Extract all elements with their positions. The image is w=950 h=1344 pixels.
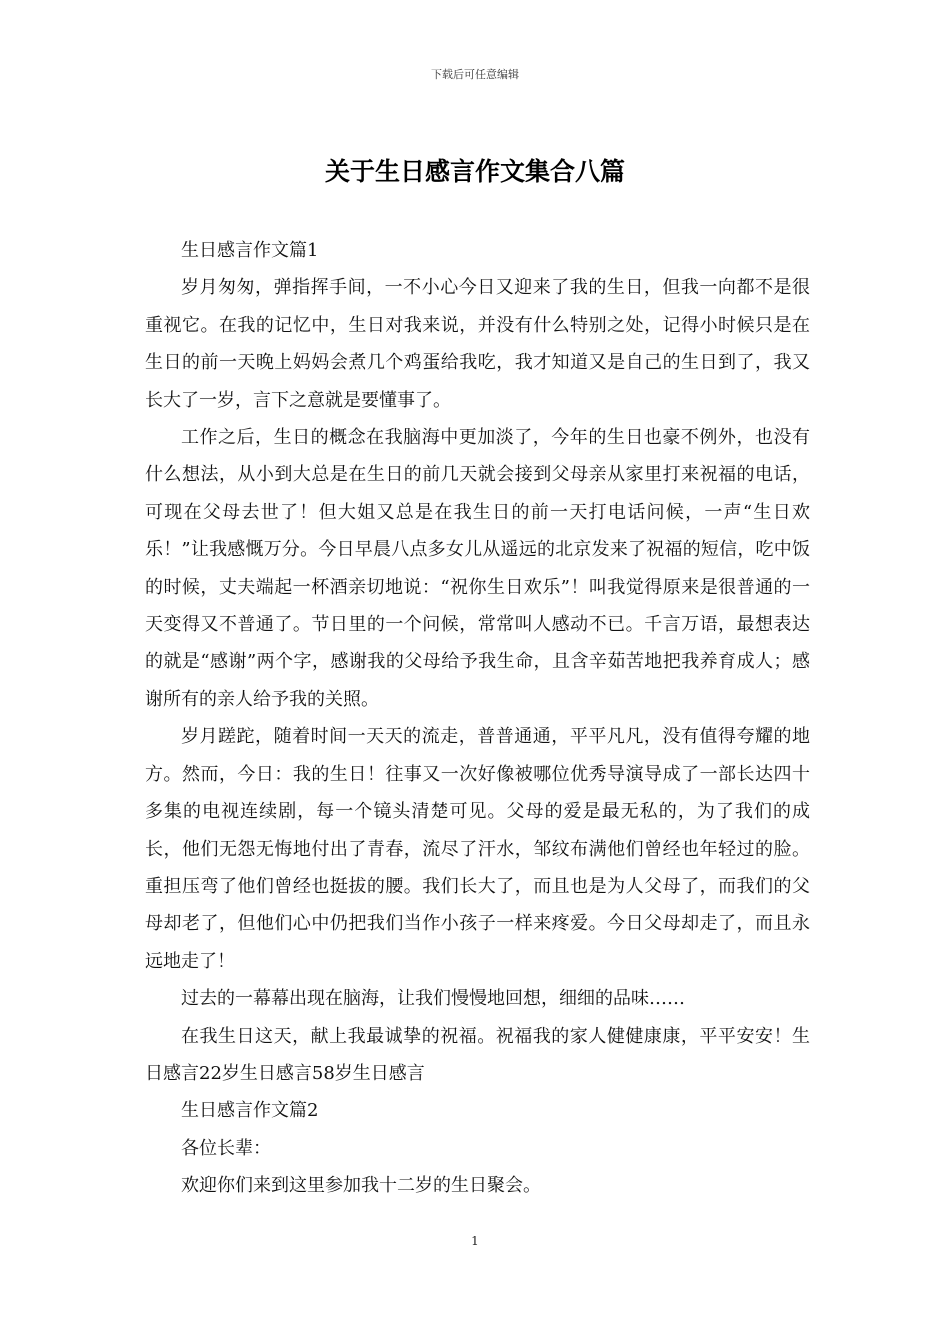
page-number: 1 (471, 1234, 479, 1248)
paragraph: 岁月蹉跎，随着时间一天天的流走，普普通通，平平凡凡，没有值得夸耀的地方。然而，今日：我的生日！往事又一次好像被哪位优秀导演导成了一部长达四十多集的电视连续剧，每一个镜头清楚可见。父母的爱是最无私的，为了我们的成长，他们无怨无悔地付出了青春，流尽了汗水，邹纹布满他们曾经也年轻过的脸。重担压弯了他们曾经也挺拔的腰。我们长大了，而且也是为人父母了，而我们的父母却老了，但他们心中仍把我们当作小孩子一样来疼爱。今日父母却走了，而且永远地走了！ (145, 726, 810, 972)
header-note: 下载后可任意编辑 (431, 68, 519, 81)
section-heading: 生日感言作文篇2 (181, 1100, 319, 1122)
document-body (145, 232, 810, 1205)
paragraph: 在我生日这天，献上我最诚挚的祝福。祝福我的家人健健康康，平平安安！生日感言22岁生日感言58岁生日感言 (145, 1025, 810, 1084)
document-title: 关于生日感言作文集合八篇 (324, 157, 625, 186)
paragraph: 过去的一幕幕出现在脑海，让我们慢慢地回想，细细的品味…… (181, 988, 685, 1010)
paragraph: 工作之后，生日的概念在我脑海中更加淡了，今年的生日也豪不例外，也没有什么想法，从小到大总是在生日的前几天就会接到父母亲从家里打来祝福的电话，可现在父母去世了！但大姐又总是在我生日的前一天打电话问候，一声“生日欢乐！”让我感慨万分。今日早晨八点多女儿从遥远的北京发来了祝福的短信，吃中饭的时候，丈夫端起一杯酒亲切地说：“祝你生日欢乐”！叫我觉得原来是很普通的一天变得又不普通了。节日里的一个问候，常常叫人感动不已。千言万语，最想表达的就是“感谢”两个字，感谢我的父母给予我生命，且含辛茹苦地把我养育成人；感谢所有的亲人给予我的关照。 (145, 427, 810, 710)
section-heading: 生日感言作文篇1 (181, 240, 319, 261)
paragraph: 欢迎你们来到这里参加我十二岁的生日聚会。 (181, 1175, 541, 1197)
paragraph: 岁月匆匆，弹指挥手间，一不小心今日又迎来了我的生日，但我一向都不是很重视它。在我的记忆中，生日对我来说，并没有什么特别之处，记得小时候只是在生日的前一天晚上妈妈会煮几个鸡蛋给我吃，我才知道又是自己的生日到了，我又长大了一岁，言下之意就是要懂事了。 (145, 277, 810, 411)
paragraph: 各位长辈： (181, 1137, 271, 1159)
